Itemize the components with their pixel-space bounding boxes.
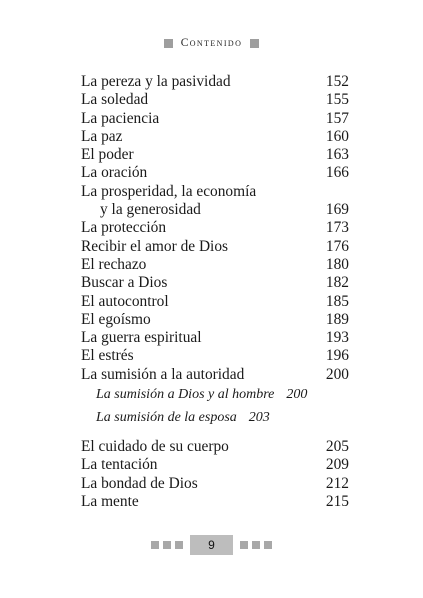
toc-entry-page: 163 — [325, 146, 349, 164]
toc-entry-title: La soledad — [81, 91, 149, 109]
toc-entry — [81, 128, 349, 146]
toc-entry — [81, 238, 349, 256]
toc-entry-page: 166 — [325, 164, 349, 182]
toc-entry-page: 180 — [325, 255, 349, 273]
footer-square — [264, 541, 272, 549]
toc-entry-title: La pereza y la pasividad — [81, 73, 231, 90]
footer-square — [252, 541, 260, 549]
toc-entry-title: La protección — [81, 219, 167, 237]
footer-square — [151, 541, 159, 549]
toc-entry-title: La mente — [81, 492, 139, 510]
toc-entry-title: La bondad de Dios — [81, 474, 198, 492]
toc-entry-page: 196 — [325, 347, 349, 365]
toc-entry-title: Recibir el amor de Dios — [81, 237, 229, 255]
toc-entry — [81, 73, 349, 91]
running-header — [0, 37, 423, 49]
toc-entry-page: 160 — [325, 127, 349, 145]
header-right-square — [250, 39, 259, 48]
toc-subentry-title: La sumisión a Dios y al hombre — [96, 387, 275, 403]
toc-entry — [81, 256, 349, 274]
toc-entry — [81, 456, 349, 474]
toc-subentry — [81, 407, 349, 430]
toc-entry-title: El egoísmo — [81, 310, 151, 328]
toc-entry-page: 155 — [325, 91, 349, 109]
toc-entry-title: La guerra espiritual — [81, 329, 202, 347]
toc-entry — [81, 91, 349, 109]
toc-entry-title: La tentación — [81, 456, 158, 474]
toc-entry — [81, 274, 349, 292]
page-footer — [0, 535, 423, 555]
toc-entry-page: 209 — [325, 456, 349, 474]
toc-entry-page: 212 — [325, 474, 349, 492]
toc-entry-page: 182 — [325, 274, 349, 292]
toc-entry — [81, 293, 349, 311]
toc-entry — [81, 475, 349, 493]
toc-entry-title: El poder — [81, 146, 134, 164]
toc-entry — [81, 347, 349, 365]
toc-entry-title: La prosperidad, la economía — [81, 182, 257, 200]
header-left-square — [164, 39, 173, 48]
toc-subentry-page: 203 — [248, 409, 270, 425]
toc-entry-title: y la generosidad — [100, 201, 201, 219]
toc-entry-page: 200 — [325, 365, 349, 383]
table-of-contents — [81, 73, 349, 511]
toc-entry-title: La sumisión a la autoridad — [81, 365, 245, 383]
toc-entry-title: La paciencia — [81, 109, 160, 127]
footer-square — [240, 541, 248, 549]
toc-entry-title: El rechazo — [81, 255, 147, 273]
toc-subentry — [81, 384, 349, 407]
toc-entry-continuation — [81, 201, 349, 219]
toc-entry-title: El estrés — [81, 347, 134, 365]
toc-entry — [81, 183, 349, 201]
toc-entry-title: El autocontrol — [81, 292, 169, 310]
toc-entry — [81, 329, 349, 347]
toc-entry-page: 173 — [325, 219, 349, 237]
toc-entry — [81, 146, 349, 164]
page-number: 9 — [190, 535, 233, 555]
toc-entry-page: 185 — [325, 292, 349, 310]
toc-entry — [81, 164, 349, 182]
page-title: Contenido — [180, 37, 243, 49]
toc-entry — [81, 110, 349, 128]
toc-subentry-title: La sumisión de la esposa — [96, 409, 237, 425]
toc-entry-page: 205 — [325, 438, 349, 456]
toc-entry-title: El cuidado de su cuerpo — [81, 438, 229, 456]
toc-entry-title: Buscar a Dios — [81, 274, 168, 292]
toc-entry-page: 193 — [325, 329, 349, 347]
footer-square — [175, 541, 183, 549]
toc-entry-title: La paz — [81, 127, 123, 145]
toc-entry-page: 157 — [325, 109, 349, 127]
toc-entry — [81, 219, 349, 237]
toc-entry — [81, 366, 349, 384]
toc-entry — [81, 311, 349, 329]
toc-entry-page: 215 — [325, 492, 349, 510]
toc-entry — [81, 438, 349, 456]
section-gap — [81, 429, 349, 438]
toc-entry-page: 189 — [325, 310, 349, 328]
toc-entry-title: La oración — [81, 164, 148, 182]
toc-subentry-page: 200 — [286, 387, 308, 403]
toc-entry-page: 176 — [325, 237, 349, 255]
toc-entry-page: 169 — [325, 201, 349, 219]
footer-square — [163, 541, 171, 549]
toc-entry-page: 152 — [325, 73, 349, 90]
toc-entry — [81, 493, 349, 511]
